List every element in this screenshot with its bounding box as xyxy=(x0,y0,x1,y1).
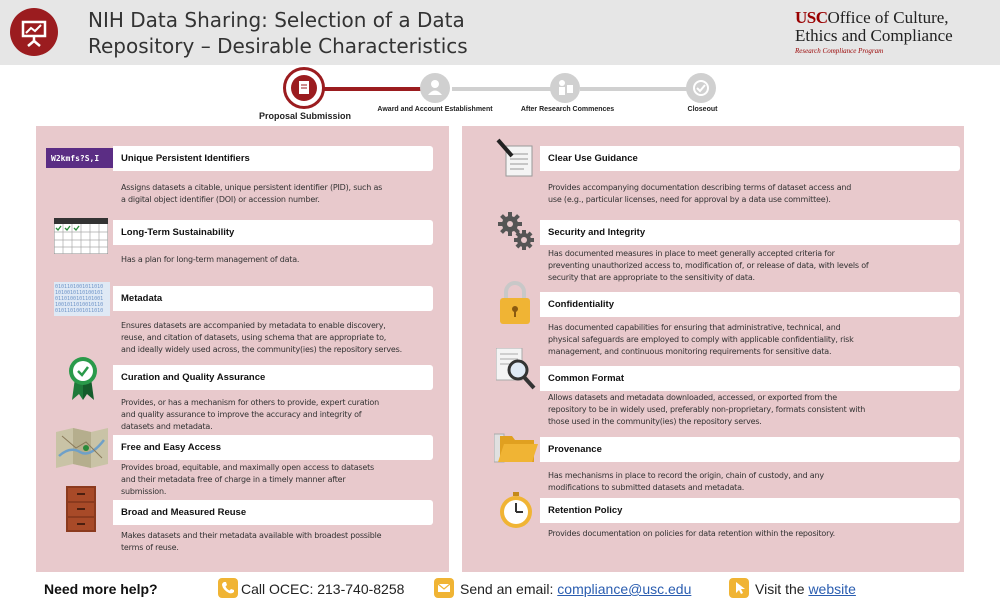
card-description xyxy=(548,392,958,428)
desc-line: modifications to submitted datasets and metadata. xyxy=(548,483,745,492)
card-description xyxy=(548,470,958,494)
title-line-2: Repository – Desirable Characteristics xyxy=(88,34,468,58)
card-description xyxy=(548,528,958,540)
svg-text:1010010110100101: 1010010110100101 xyxy=(55,290,104,296)
folder-icon xyxy=(494,430,538,464)
card-description xyxy=(121,320,441,356)
left-characteristics-panel xyxy=(36,126,449,572)
email-icon xyxy=(434,578,454,598)
step-label: Award and Account Establishment xyxy=(377,106,493,113)
card-title: Provenance xyxy=(548,444,602,455)
step-award[interactable] xyxy=(420,73,450,103)
desc-line: Has documented measures in place to meet generally accepted criteria for xyxy=(548,249,835,258)
email-prefix: Send an email: xyxy=(460,581,558,597)
email-link[interactable]: compliance@usc.edu xyxy=(557,581,692,597)
desc-line: management, and continuous monitoring requirements for sensitive data. xyxy=(548,347,832,356)
card-header xyxy=(113,435,433,460)
card-title: Free and Easy Access xyxy=(121,442,221,453)
title-line-1: NIH Data Sharing: Selection of a Data xyxy=(88,8,465,32)
page-title xyxy=(88,7,508,59)
step-label: After Research Commences xyxy=(520,106,615,113)
card-header xyxy=(540,366,960,391)
card-title: Confidentiality xyxy=(548,299,614,310)
card-header xyxy=(540,498,960,523)
svg-text:0101101001011010: 0101101001011010 xyxy=(55,308,104,314)
website-link[interactable]: website xyxy=(808,581,856,597)
header xyxy=(0,0,1000,65)
help-heading: Need more help? xyxy=(44,581,158,597)
card-title: Security and Integrity xyxy=(548,227,646,238)
document-icon xyxy=(291,75,317,101)
desc-line: Provides documentation on policies for data retention within the repository. xyxy=(548,529,835,538)
svg-text:1001011010010110: 1001011010010110 xyxy=(55,302,104,308)
desc-line: repository to be in widely used, preferably non-proprietary, formats consistent with xyxy=(548,405,866,414)
card-header xyxy=(540,437,960,462)
desc-line: preventing unauthorized access to, modification of, or release of data, with levels of xyxy=(548,261,869,270)
pid-icon xyxy=(46,148,116,168)
progress-line-active xyxy=(322,87,422,91)
desc-line: Has a plan for long-term management of data. xyxy=(121,255,300,264)
visit-row xyxy=(755,581,856,597)
step-research[interactable] xyxy=(550,73,580,103)
card-title: Long-Term Sustainability xyxy=(121,227,235,238)
desc-line: security that are appropriate to the sensitivity of data. xyxy=(548,273,755,282)
desc-line: terms of reuse. xyxy=(121,543,179,552)
desc-line: use (e.g., particular licenses, need for approval by a data use committee). xyxy=(548,195,831,204)
card-title: Retention Policy xyxy=(548,505,623,516)
desc-line: Has mechanisms in place to record the origin, chain of custody, and any xyxy=(548,471,824,480)
step-label: Proposal Submission xyxy=(258,111,352,121)
org-line-3: Research Compliance Program xyxy=(795,47,884,55)
person-icon xyxy=(420,73,450,103)
desc-line: those used in the community(ies) the repository serves. xyxy=(548,417,762,426)
gears-icon xyxy=(498,212,534,250)
card-description xyxy=(548,182,958,206)
call-text: Call OCEC: 213-740-8258 xyxy=(241,581,405,597)
pid-icon-text: W2kmfs?S,I xyxy=(51,154,100,163)
desc-line: Provides, or has a mechanism for others to provide, expert curation xyxy=(121,398,379,407)
cursor-icon xyxy=(729,578,749,598)
clock-icon xyxy=(498,492,534,530)
org-line-2: Ethics and Compliance xyxy=(795,26,953,45)
email-row xyxy=(460,581,691,597)
card-description xyxy=(121,530,441,554)
card-description xyxy=(121,462,441,498)
desc-line: and their metadata free of charge in a timely manner after xyxy=(121,475,346,484)
desc-line: submission. xyxy=(121,487,167,496)
file-cabinet-icon xyxy=(66,486,96,532)
award-ribbon-icon xyxy=(68,356,98,400)
card-title: Curation and Quality Assurance xyxy=(121,372,266,383)
progress-line xyxy=(452,87,552,91)
desc-line: datasets and metadata. xyxy=(121,422,213,431)
step-label: Closeout xyxy=(687,106,718,113)
svg-text:0101101001011010: 0101101001011010 xyxy=(55,284,104,290)
desc-line: Makes datasets and their metadata available with broadest possible xyxy=(121,531,382,540)
card-header xyxy=(113,220,433,245)
desc-line: Provides broad, equitable, and maximally open access to datasets xyxy=(121,463,375,472)
desc-line: a digital object identifier (DOI) or accession number. xyxy=(121,195,320,204)
step-closeout[interactable] xyxy=(686,73,716,103)
card-header xyxy=(113,500,433,525)
card-title: Common Format xyxy=(548,373,624,384)
desc-line: physical safeguards are employed to comply with applicable confidentiality, risk xyxy=(548,335,854,344)
card-description xyxy=(548,248,958,284)
padlock-icon xyxy=(500,280,530,324)
desc-line: Assigns datasets a citable, unique persistent identifier (PID), such as xyxy=(121,183,383,192)
card-title: Metadata xyxy=(121,293,163,304)
desc-line: reuse, and citation of datasets, using schema that are appropriate to, xyxy=(121,333,387,342)
card-header xyxy=(113,286,433,311)
document-pen-icon xyxy=(496,138,534,178)
card-header xyxy=(540,220,960,245)
card-description xyxy=(121,182,441,206)
progress-line xyxy=(580,87,688,91)
desc-line: and ideally widely used across, the community(ies) the repository serves. xyxy=(121,345,402,354)
desc-line: Provides accompanying documentation describing terms of dataset access and xyxy=(548,183,852,192)
card-header xyxy=(540,292,960,317)
step-proposal-submission[interactable] xyxy=(283,67,325,109)
usc-ocec-logo xyxy=(795,9,985,55)
card-title: Broad and Measured Reuse xyxy=(121,507,247,518)
progress-tracker xyxy=(0,65,1000,123)
phone-icon xyxy=(218,578,238,598)
magnifier-document-icon xyxy=(496,348,538,392)
card-description xyxy=(548,322,958,358)
desc-line: Allows datasets and metadata downloaded, accessed, or exported from the xyxy=(548,393,838,402)
org-line-1: Office of Culture, xyxy=(827,8,949,27)
desc-line: Ensures datasets are accompanied by metadata to enable discovery, xyxy=(121,321,386,330)
desc-line: and quality assurance to improve the accuracy and integrity of xyxy=(121,410,362,419)
footer xyxy=(0,572,1000,607)
svg-text:0110100101101001: 0110100101101001 xyxy=(55,296,104,302)
check-circle-icon xyxy=(686,73,716,103)
card-header xyxy=(540,146,960,171)
card-title: Clear Use Guidance xyxy=(548,153,638,164)
card-description xyxy=(121,397,441,433)
card-title: Unique Persistent Identifiers xyxy=(121,153,250,164)
map-icon xyxy=(56,428,108,468)
visit-prefix: Visit the xyxy=(755,581,809,597)
presentation-logo-icon xyxy=(10,8,58,56)
desc-line: Has documented capabilities for ensuring that administrative, technical, and xyxy=(548,323,841,332)
calendar-icon xyxy=(54,218,108,254)
right-characteristics-panel xyxy=(462,126,964,572)
researcher-icon xyxy=(550,73,580,103)
card-header xyxy=(113,146,433,171)
binary-data-icon xyxy=(54,282,110,316)
card-header xyxy=(113,365,433,390)
card-description xyxy=(121,254,441,266)
usc-wordmark: USC xyxy=(795,8,828,27)
